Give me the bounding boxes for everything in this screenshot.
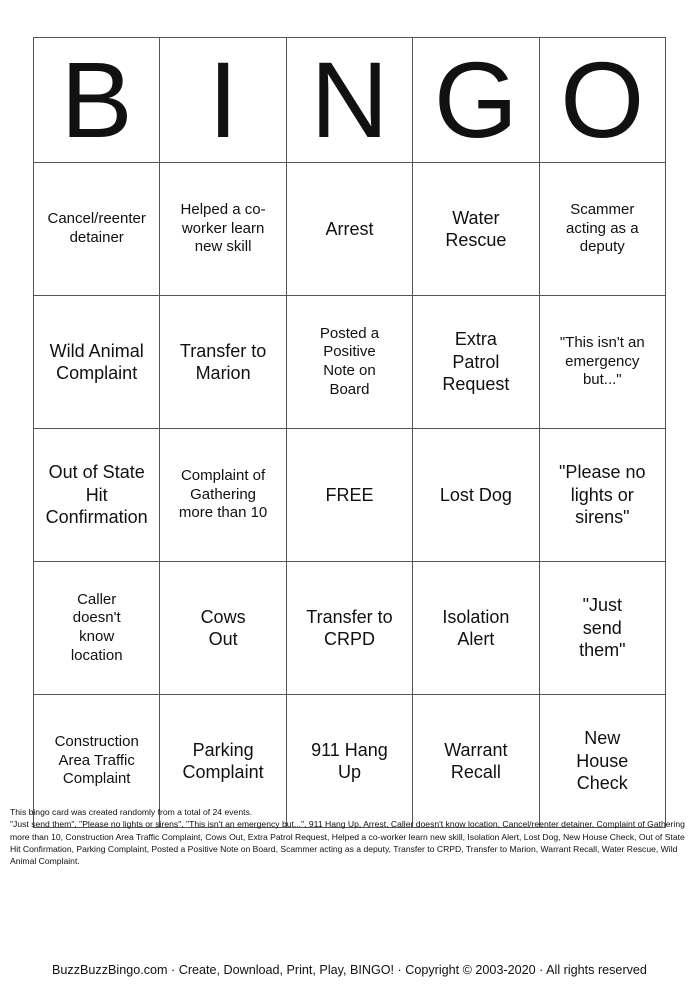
bingo-cell-text: Posted a Positive Note on Board [319, 324, 380, 398]
bingo-cell-text: Out of State Hit Confirmation [45, 462, 148, 528]
bingo-cell-text: Transfer to CRPD [306, 606, 393, 649]
bingo-cell [34, 562, 160, 695]
bingo-cell-text: Cows Out [200, 606, 246, 649]
bingo-cell-text: Scammer acting as a deputy [566, 200, 639, 256]
notes-summary: This bingo card was created randomly from a total of 24 events. [10, 807, 253, 817]
bingo-cell [539, 562, 665, 695]
bingo-card [33, 37, 666, 828]
bingo-cell [413, 163, 539, 296]
bingo-cell [160, 163, 286, 296]
header-letter-b: B [34, 38, 160, 163]
bingo-cell [160, 296, 286, 429]
bingo-cell [286, 163, 412, 296]
bingo-cell [413, 429, 539, 562]
bingo-cell-text: Wild Animal Complaint [49, 340, 144, 383]
bingo-row-1 [34, 163, 666, 296]
bingo-cell-text: Helped a co-worker learn new skill [180, 200, 266, 256]
bingo-cell [160, 429, 286, 562]
bingo-cell [539, 163, 665, 296]
bingo-cell-text: "This isn't an emergency but..." [559, 333, 645, 389]
page-footer: BuzzBuzzBingo.com · Create, Download, Print, Play, BINGO! · Copyright © 2003-2020 · All rights reserved [52, 963, 647, 977]
card-notes [10, 806, 694, 867]
bingo-cell-text: Parking Complaint [182, 739, 264, 782]
bingo-row-4 [34, 562, 666, 695]
bingo-cell-text: FREE [325, 484, 374, 505]
bingo-cell-text: New House Check [576, 728, 629, 794]
bingo-cell-text: Complaint of Gathering more than 10 [178, 466, 268, 522]
header-letter-o: O [539, 38, 665, 163]
bingo-cell [34, 296, 160, 429]
notes-events-list: "Just send them", "Please no lights or sirens", "This isn't an emergency but...", 911 Hang Up, Arrest, Caller doesn't know location, Cancel/reenter detainer, Complaint of Gathering more than 10, Construction Area Traffic Complaint, Cows Out, Extra Patrol Request, Helped a co-worker learn new skill, Isolation Alert, Lost Dog, New House Check, Out of State Hit Confirmation, Parking Complaint, Posted a Positive Note on Board, Scammer acting as a deputy, Transfer to CRPD, Transfer to Marion, Warrant Recall, Water Rescue, Wild Animal Complaint. [10, 819, 685, 867]
bingo-cell-text: Caller doesn't know location [70, 590, 123, 664]
bingo-cell-text: Arrest [325, 218, 374, 239]
bingo-row-2 [34, 296, 666, 429]
bingo-row-3 [34, 429, 666, 562]
bingo-cell-text: Construction Area Traffic Complaint [54, 732, 139, 788]
bingo-cell-text: Warrant Recall [444, 739, 508, 782]
header-letter-g: G [413, 38, 539, 163]
bingo-cell-text: "Please no lights or sirens" [559, 462, 646, 528]
bingo-cell [539, 429, 665, 562]
bingo-cell [413, 296, 539, 429]
bingo-cell-text: 911 Hang Up [311, 739, 388, 782]
bingo-header-row [34, 38, 666, 163]
bingo-cell [413, 562, 539, 695]
bingo-cell-text: "Just send them" [579, 595, 626, 661]
header-letter-n: N [286, 38, 412, 163]
bingo-cell-text: Isolation Alert [442, 606, 510, 649]
bingo-cell [34, 429, 160, 562]
bingo-cell-text: Water Rescue [445, 207, 507, 250]
bingo-cell [539, 296, 665, 429]
bingo-cell [286, 296, 412, 429]
bingo-cell-text: Cancel/reenter detainer [47, 210, 146, 246]
bingo-cell-text: Extra Patrol Request [442, 329, 510, 395]
bingo-cell [286, 429, 412, 562]
header-letter-i: I [160, 38, 286, 163]
bingo-cell [160, 562, 286, 695]
bingo-cell-text: Lost Dog [439, 484, 512, 505]
bingo-cell-text: Transfer to Marion [179, 340, 267, 383]
bingo-cell [286, 562, 412, 695]
bingo-cell [34, 163, 160, 296]
